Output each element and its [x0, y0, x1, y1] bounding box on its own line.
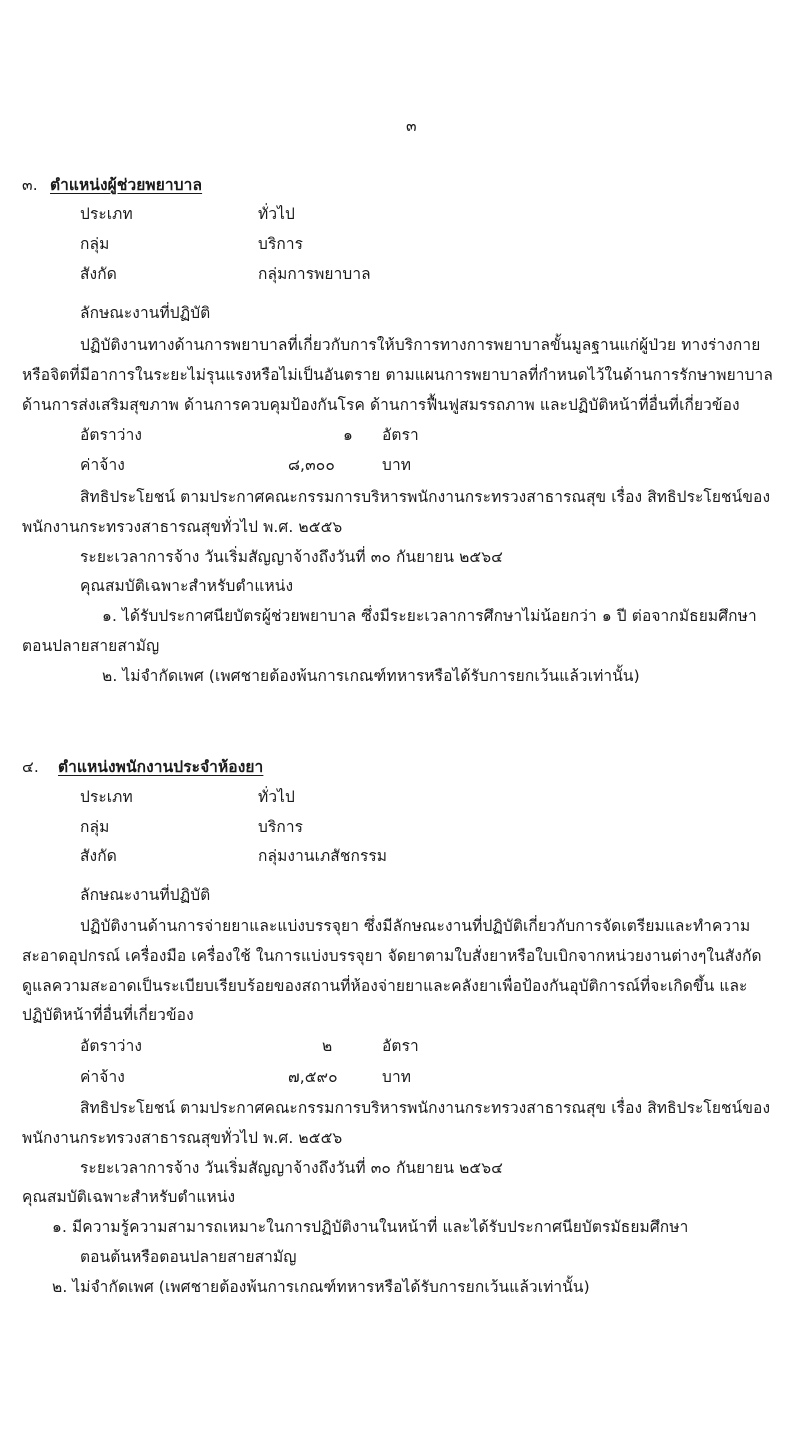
duty-line: สะอาดอุปกรณ์ เครื่องมือ เครื่องใช้ ในการแบ่งบรรจุยา จัดยาตามใบสั่งยาหรือใบเบิกจากหน่วยงานต่างๆในสังกัด [22, 947, 762, 965]
info-label-affiliation: สังกัด [80, 265, 117, 283]
duty-heading: ลักษณะงานที่ปฏิบัติ [80, 886, 211, 904]
duty-line: หรือจิตที่มีอาการในระยะไม่รุนแรงหรือไม่เป็นอันตราย ตามแผนการพยาบาลที่กำหนดไว้ในด้านการรักษาพยาบาล [22, 366, 773, 384]
info-value-type: ทั่วไป [258, 788, 295, 806]
benefit-line: พนักงานกระทรวงสาธารณสุขทั่วไป พ.ศ. ๒๕๕๖ [22, 1129, 343, 1147]
qualification-item: ๒. ไม่จำกัดเพศ (เพศชายต้องพ้นการเกณฑ์ทหารหรือได้รับการยกเว้นแล้วเท่านั้น) [102, 667, 640, 685]
info-value-affiliation: กลุ่มงานเภสัชกรรม [258, 847, 388, 865]
benefit-line: พนักงานกระทรวงสาธารณสุขทั่วไป พ.ศ. ๒๕๕๖ [22, 518, 343, 536]
info-value-group: บริการ [258, 818, 304, 836]
vacancy-value: ๑ [343, 426, 353, 444]
benefit-line: สิทธิประโยชน์ ตามประกาศคณะกรรมการบริหารพนักงานกระทรวงสาธารณสุข เรื่อง สิทธิประโยชน์ของ [80, 1099, 771, 1117]
vacancy-label: อัตราว่าง [80, 1037, 143, 1055]
qualification-item: ๑. ได้รับประกาศนียบัตรผู้ช่วยพยาบาล ซึ่งมีระยะเวลาการศึกษาไม่น้อยกว่า ๑ ปี ต่อจากมัธยมศึกษา [102, 607, 757, 625]
duty-line: ดูแลความสะอาดเป็นระเบียบเรียบร้อยของสถานที่ห้องจ่ายยาและคลังยาเพื่อป้องกันอุบัติการณ์ที่จะเกิดขึ้น และ [22, 977, 748, 995]
qualification-item: ๒. ไม่จำกัดเพศ (เพศชายต้องพ้นการเกณฑ์ทหารหรือได้รับการยกเว้นแล้วเท่านั้น) [52, 1278, 590, 1296]
section-title: ตำแหน่งพนักงานประจำห้องยา [58, 758, 264, 776]
vacancy-unit: อัตรา [382, 426, 419, 444]
duty-line: ปฏิบัติงานด้านการจ่ายยาและแบ่งบรรจุยา ซึ่งมีลักษณะงานที่ปฏิบัติเกี่ยวกับการจัดเตรียมและทำความ [80, 917, 751, 935]
employment-period: ระยะเวลาการจ้าง วันเริ่มสัญญาจ้างถึงวันที่ ๓๐ กันยายน ๒๕๖๔ [80, 1159, 503, 1177]
page-number: ๓ [406, 117, 417, 135]
wage-label: ค่าจ้าง [80, 1068, 125, 1086]
qualification-item: ตอนปลายสายสามัญ [22, 637, 160, 655]
vacancy-value: ๒ [322, 1037, 333, 1055]
duty-line: ปฏิบัติงานทางด้านการพยาบาลที่เกี่ยวกับการให้บริการทางการพยาบาลขั้นมูลฐานแก่ผู้ป่วย ทางร่างกาย [80, 336, 761, 354]
info-label-affiliation: สังกัด [80, 847, 117, 865]
duty-line: ด้านการส่งเสริมสุขภาพ ด้านการควบคุมป้องกันโรค ด้านการฟื้นฟูสมรรถภาพ และปฏิบัติหน้าที่อื่นที่เกี่ยวข้อง [22, 396, 740, 414]
wage-label: ค่าจ้าง [80, 456, 125, 474]
duty-line: ปฏิบัติหน้าที่อื่นที่เกี่ยวข้อง [22, 1006, 194, 1024]
qualification-item: ๑. มีความรู้ความสามารถเหมาะในการปฏิบัติงานในหน้าที่ และได้รับประกาศนียบัตรมัธยมศึกษา [52, 1218, 689, 1236]
info-label-group: กลุ่ม [80, 818, 110, 836]
wage-unit: บาท [382, 456, 412, 474]
section-title: ตำแหน่งผู้ช่วยพยาบาล [50, 176, 203, 194]
vacancy-label: อัตราว่าง [80, 426, 143, 444]
qualification-item: ตอนต้นหรือตอนปลายสายสามัญ [80, 1248, 297, 1266]
info-value-group: บริการ [258, 235, 304, 253]
duty-heading: ลักษณะงานที่ปฏิบัติ [80, 304, 211, 322]
wage-value: ๘,๓๐๐ [288, 456, 335, 474]
info-label-type: ประเภท [80, 788, 133, 806]
info-value-affiliation: กลุ่มการพยาบาล [258, 265, 371, 283]
employment-period: ระยะเวลาการจ้าง วันเริ่มสัญญาจ้างถึงวันที่ ๓๐ กันยายน ๒๕๖๔ [80, 548, 503, 566]
section-number: ๓. [22, 176, 38, 194]
wage-unit: บาท [382, 1068, 412, 1086]
vacancy-unit: อัตรา [382, 1037, 419, 1055]
benefit-line: สิทธิประโยชน์ ตามประกาศคณะกรรมการบริหารพนักงานกระทรวงสาธารณสุข เรื่อง สิทธิประโยชน์ของ [80, 488, 771, 506]
info-label-group: กลุ่ม [80, 235, 110, 253]
section-number: ๔. [22, 758, 39, 776]
qualification-heading: คุณสมบัติเฉพาะสำหรับตำแหน่ง [80, 577, 294, 595]
info-label-type: ประเภท [80, 205, 133, 223]
qualification-heading: คุณสมบัติเฉพาะสำหรับตำแหน่ง [22, 1188, 236, 1206]
wage-value: ๗,๕๙๐ [288, 1068, 338, 1086]
info-value-type: ทั่วไป [258, 205, 295, 223]
